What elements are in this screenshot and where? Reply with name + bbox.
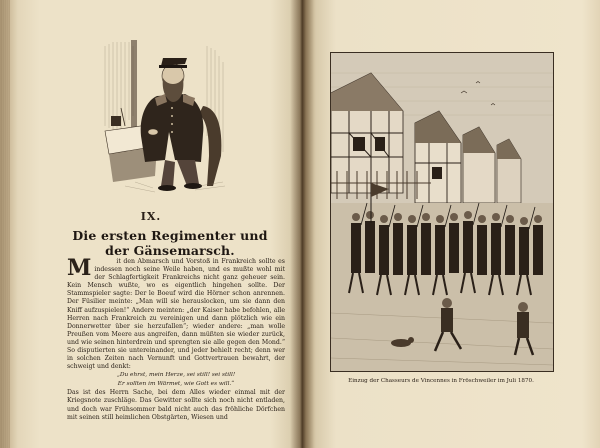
marching-soldiers-plate [330,52,554,372]
closing-paragraph: Das ist des Herrn Sache, bei dem Alles wieder einmal mit der Kriegsnote zuschläge. Das Gewitter sollte sich noch nicht entladen, und doch war Frühsommer bald nicht auch das fröhliche Dörfchen mit seinen still heimlichen Obstgärten, Wiesen und [67,389,285,421]
chapter-number: IX. [140,210,162,223]
quote-line-2: Er sollten im Wärmet, wie Gott es will.“ [117,380,235,387]
book-gutter-shadow [290,0,314,448]
officer-portrait-illustration [95,36,245,196]
opening-paragraph-text: it den Abmarsch und Vorstoß in Frankreich sollte es indessen noch seine Weile haben, und es mußte wohl mit der Schlagfertigkeit Frankreichs nicht ganz geheuer sein. Kein Mensch wußte, wo es eigentlich hingehen sollte. Der Stammspieler sagte: Der le Boeuf wird die Hörner schon anrennen. Der Füsilier meinte: „Man will sie herauslocken, um sie dann den Kniff aufzuspielen!“ Andere meinten: „der Kaiser habe befohlen, alle Herren nach Frankreich zu vereinigen und dann plötzlich wie ein Donnerwetter über sie herzufallen“; wieder andere: „man wolle Preußen vom Meere aus angreifen, dann müßten sie wieder zurück, und wie seinen hinterdrein und sprengten sie alle gegen den Mond.“ So disputierten sie untereinander, und jeder behielt recht; denn wer in solchen Zeiten nach Vernunft und Gottvertrauen bewahrt, der schweigt und denkt: [67,258,285,371]
page-edges [0,0,10,448]
opening-paragraph [67,255,285,371]
quote-line-1: „Du ehrst, mein Herze, sei still! sei still! [116,372,236,379]
plate-caption: Einzug der Chasseurs de Vincennes in Fröschweiler im Juli 1870. [348,378,534,384]
chapter-title: Die ersten Regimenter und der Gänsemarsch. [72,228,268,258]
drop-cap: M [67,255,92,281]
chapter-body-text [67,255,285,422]
